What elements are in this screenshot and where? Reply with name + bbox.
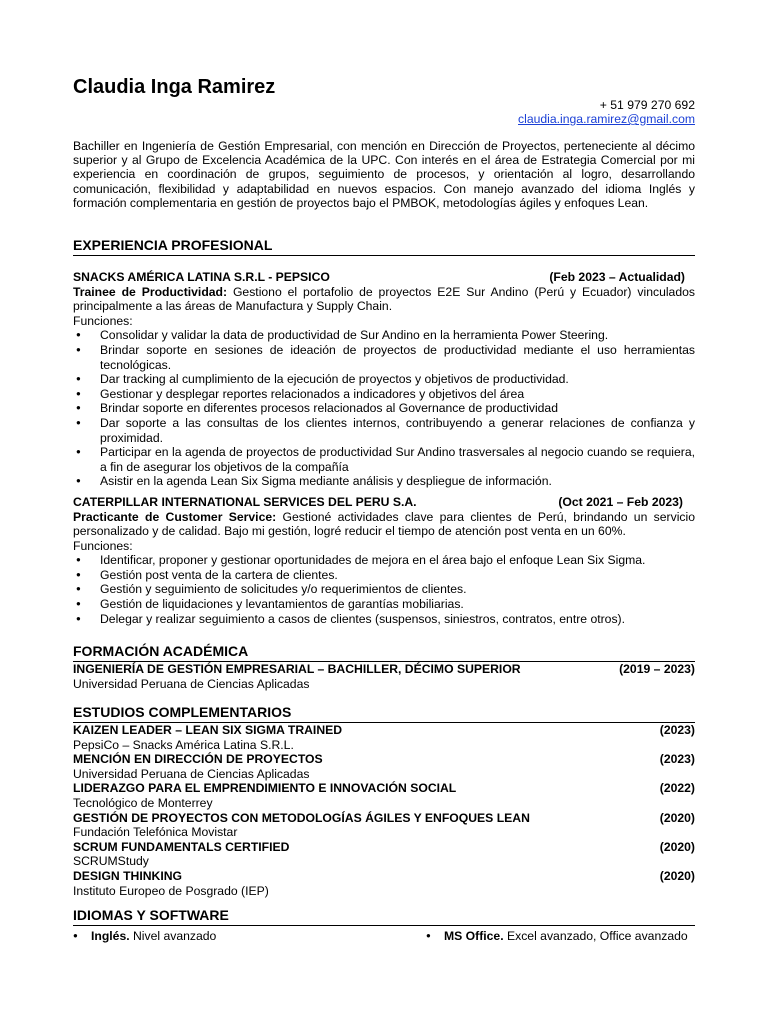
contact-block (518, 98, 695, 126)
course-name: LIDERAZGO PARA EL EMPRENDIMIENTO E INNOVACIÓN SOCIAL (73, 781, 457, 796)
software-item (426, 929, 688, 944)
job-entry-pepsico (73, 270, 695, 489)
course-year: (2020) (659, 839, 695, 854)
section-title-education: FORMACIÓN ACADÉMICA (73, 643, 695, 662)
course-name: MENCIÓN EN DIRECCIÓN DE PROYECTOS (73, 752, 323, 767)
courses-section (73, 704, 695, 898)
list-item: ● Brindar soporte en diferentes procesos relacionados al Governance de productividad (73, 401, 695, 416)
list-item: ● Consolidar y validar la data de productividad de Sur Andino en la herramienta Power Steering. (73, 328, 695, 343)
list-item: ● Identificar, proponer y gestionar oportunidades de mejora en el área bajo el enfoque Lean Six Sigma. (73, 553, 695, 568)
job-role: Trainee de Productividad: (73, 284, 228, 299)
job-description: Trainee de Productividad: Gestiono el portafolio de proyectos E2E Sur Andino (Perú y Ecuador) vinculados principalmente a las áreas de Manufactura y Supply Chain. (73, 284, 695, 314)
list-item: ● Gestión de liquidaciones y levantamientos de garantías mobiliarias. (73, 597, 695, 612)
job-description: Practicante de Customer Service: Gestioné actividades clave para clientes de Perú, brindando un servicio personalizado y de calidad. Bajo mi gestión, logré reducir el tiempo de atención post venta en un 60%. (73, 509, 695, 539)
section-title-courses: ESTUDIOS COMPLEMENTARIOS (73, 704, 695, 723)
section-title-experience: EXPERIENCIA PROFESIONAL (73, 237, 695, 256)
course-institution: Universidad Peruana de Ciencias Aplicadas (73, 766, 310, 781)
course-year: (2020) (659, 810, 695, 825)
course-item (73, 781, 695, 810)
course-institution: PepsiCo – Snacks América Latina S.R.L. (73, 737, 294, 752)
list-item: ● Gestión post venta de la cartera de clientes. (73, 568, 695, 583)
degree-institution: Universidad Peruana de Ciencias Aplicadas (73, 676, 310, 691)
software-label: MS Office. (444, 929, 504, 943)
course-item (73, 869, 695, 898)
list-item: ● Delegar y realizar seguimiento a casos de clientes (suspensos, siniestros, contratos, entre otros). (73, 612, 695, 627)
course-year: (2023) (659, 752, 695, 767)
course-institution: Tecnológico de Monterrey (73, 795, 213, 810)
software-value: Excel avanzado, Office avanzado (503, 929, 688, 943)
email-link[interactable]: claudia.inga.ramirez@gmail.com (518, 112, 695, 126)
job-role: Practicante de Customer Service: (73, 509, 277, 524)
profile-summary: Bachiller en Ingeniería de Gestión Empresarial, con mención en Dirección de Proyectos, perteneciente al décimo superior y al Grupo de Excelencia Académica de la UPC. Con interés en el área de Estrategia Comercial por mi experiencia en coordinación de grupos, seguimiento de procesos, y orientación al logro, desarrollando comunicación, flexibilidad y adaptabilidad en nuevos espacios. Con manejo avanzado del idioma Inglés y formación complementaria en gestión de proyectos bajo el PMBOK, metodologías ágiles y enfoques Lean. (73, 139, 695, 210)
degree-dates: (2019 – 2023) (619, 662, 695, 676)
job-company: SNACKS AMÉRICA LATINA S.R.L - PEPSICO (73, 270, 330, 284)
job-functions-list (73, 553, 695, 626)
languages-section (73, 907, 695, 944)
course-year: (2022) (659, 781, 695, 796)
language-value: Nivel avanzado (129, 929, 217, 943)
list-item: ● Dar tracking al cumplimiento de la ejecución de proyectos y objetivos de productividad. (73, 372, 695, 387)
language-item (73, 929, 426, 944)
course-item (73, 752, 695, 781)
list-item: ● Gestión y seguimiento de solicitudes y/o requerimientos de clientes. (73, 582, 695, 597)
candidate-name: Claudia Inga Ramirez (73, 76, 276, 98)
course-institution: SCRUMStudy (73, 854, 149, 869)
section-title-languages: IDIOMAS Y SOFTWARE (73, 907, 695, 926)
phone-number: + 51 979 270 692 (599, 98, 695, 112)
course-name: GESTIÓN DE PROYECTOS CON METODOLOGÍAS ÁGILES Y ENFOQUES LEAN (73, 810, 530, 825)
functions-label: Funciones: (73, 313, 133, 328)
course-item (73, 723, 695, 752)
list-item: ● Participar en la agenda de proyectos de productividad Sur Andino trasversales al negocio cuando se requiera, a fin de asegurar los objetivos de la compañía (73, 445, 695, 474)
course-name: SCRUM FUNDAMENTALS CERTIFIED (73, 839, 290, 854)
course-name: DESIGN THINKING (73, 868, 183, 883)
job-dates: (Oct 2021 – Feb 2023) (558, 494, 683, 509)
course-institution: Fundación Telefónica Movistar (73, 825, 238, 840)
course-year: (2020) (659, 868, 695, 883)
language-label: Inglés. (91, 929, 130, 943)
education-section (73, 643, 695, 691)
course-item (73, 811, 695, 840)
list-item: ● Gestionar y desplegar reportes relacionados a indicadores y objetivos del área (73, 387, 695, 402)
job-entry-caterpillar (73, 495, 695, 626)
degree-name: INGENIERÍA DE GESTIÓN EMPRESARIAL – BACHILLER, DÉCIMO SUPERIOR (73, 662, 521, 676)
course-item (73, 840, 695, 869)
job-company: CATERPILLAR INTERNATIONAL SERVICES DEL PERU S.A. (73, 494, 417, 509)
list-item: ● Asistir en la agenda Lean Six Sigma mediante análisis y despliegue de información. (73, 474, 695, 489)
job-functions-list (73, 328, 695, 489)
course-institution: Instituto Europeo de Posgrado (IEP) (73, 883, 269, 898)
list-item: ● Brindar soporte en sesiones de ideación de proyectos de productividad mediante el uso herramientas tecnológicas. (73, 343, 695, 372)
experience-section (73, 237, 695, 626)
functions-label: Funciones: (73, 538, 133, 553)
course-name: KAIZEN LEADER – LEAN SIX SIGMA TRAINED (73, 723, 343, 737)
job-dates: (Feb 2023 – Actualidad) (549, 270, 685, 284)
list-item: ● Dar soporte a las consultas de los clientes internos, contribuyendo a generar relaciones de confianza y proximidad. (73, 416, 695, 445)
course-year: (2023) (659, 723, 695, 737)
